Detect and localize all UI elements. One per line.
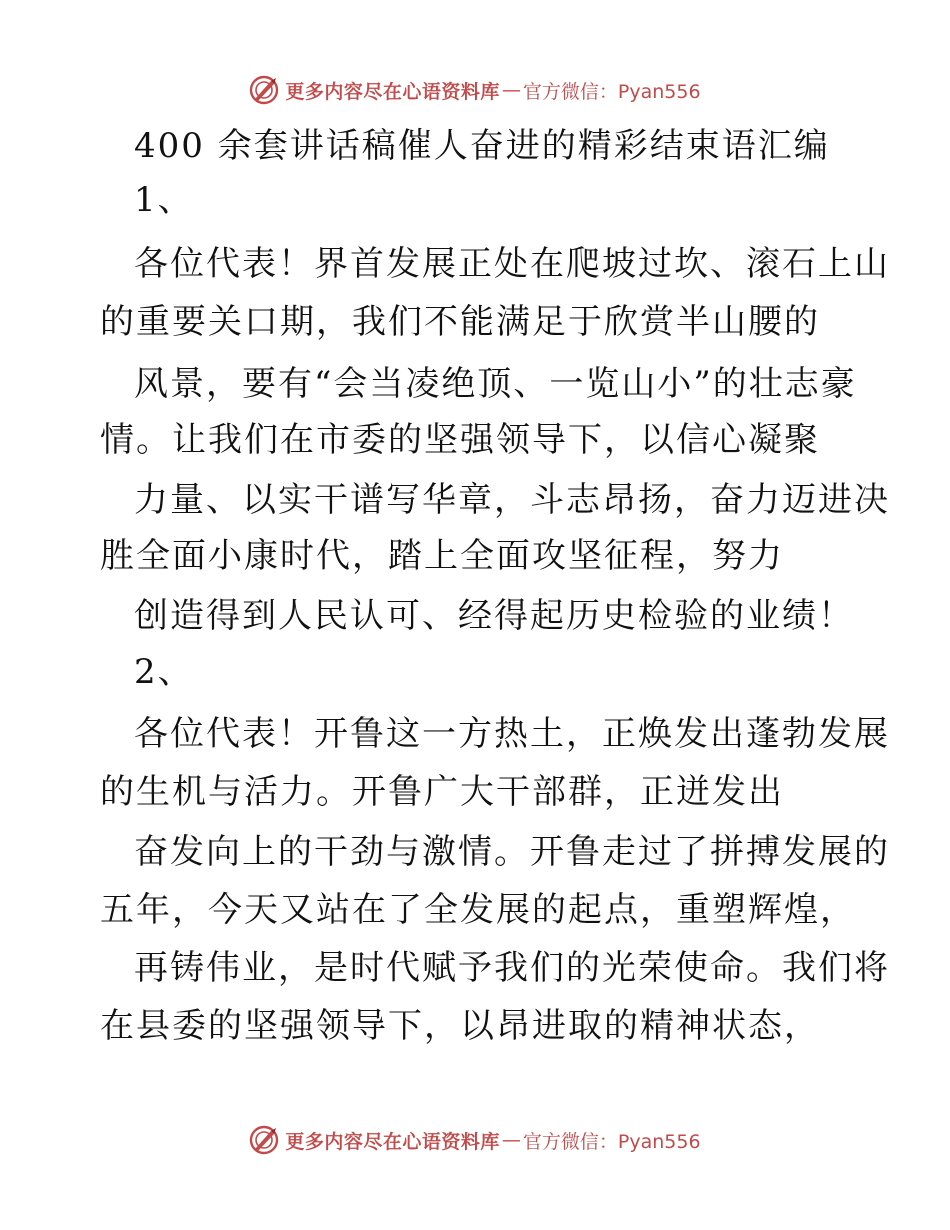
paragraph-line: 力量、以实干谱写华章，斗志昂扬，奋力迈进决 — [134, 480, 890, 520]
document-title: 400 余套讲话稿催人奋进的精彩结束语汇编 — [134, 126, 830, 166]
paragraph-line: 风景，要有“会当凌绝顶、一览山小”的壮志豪 — [134, 364, 857, 404]
section-number: 1、 — [134, 180, 194, 220]
banner-brand-text: 更多内容尽在心语资料库 — [285, 80, 500, 103]
paragraph-line: 在县委的坚强领导下，以昂进取的精神状态， — [100, 1006, 820, 1046]
banner-brand-text: 更多内容尽在心语资料库 — [285, 1130, 500, 1153]
quill-logo-icon — [249, 1125, 279, 1155]
paragraph-line: 情。让我们在市委的坚强领导下，以信心凝聚 — [100, 420, 820, 460]
paragraph-line: 五年，今天又站在了全发展的起点，重塑辉煌， — [100, 890, 856, 930]
paragraph-line: 胜全面小康时代，踏上全面攻坚征程，努力 — [100, 536, 784, 576]
banner-separator: — — [501, 79, 521, 101]
quill-logo-icon — [249, 75, 279, 105]
banner-separator: — — [501, 1129, 521, 1151]
paragraph-line: 奋发向上的干劲与激情。开鲁走过了拼搏发展的 — [134, 832, 890, 872]
paragraph-line: 创造得到人民认可、经得起历史检验的业绩！ — [134, 596, 854, 636]
paragraph-line: 各位代表！开鲁这一方热土，正焕发出蓬勃发展 — [134, 714, 890, 754]
section-number: 2、 — [134, 652, 194, 692]
paragraph-line: 再铸伟业，是时代赋予我们的光荣使命。我们将 — [134, 948, 890, 988]
banner-wechat-text: 官方微信：Pyan556 — [522, 80, 701, 103]
header-banner — [0, 70, 950, 110]
footer-banner — [0, 1120, 950, 1160]
paragraph-line: 的生机与活力。开鲁广大干部群，正迸发出 — [100, 772, 784, 812]
banner-wechat-text: 官方微信：Pyan556 — [522, 1130, 701, 1153]
paragraph-line: 各位代表！界首发展正处在爬坡过坎、滚石上山 — [134, 244, 890, 284]
paragraph-line: 的重要关口期，我们不能满足于欣赏半山腰的 — [100, 302, 820, 342]
